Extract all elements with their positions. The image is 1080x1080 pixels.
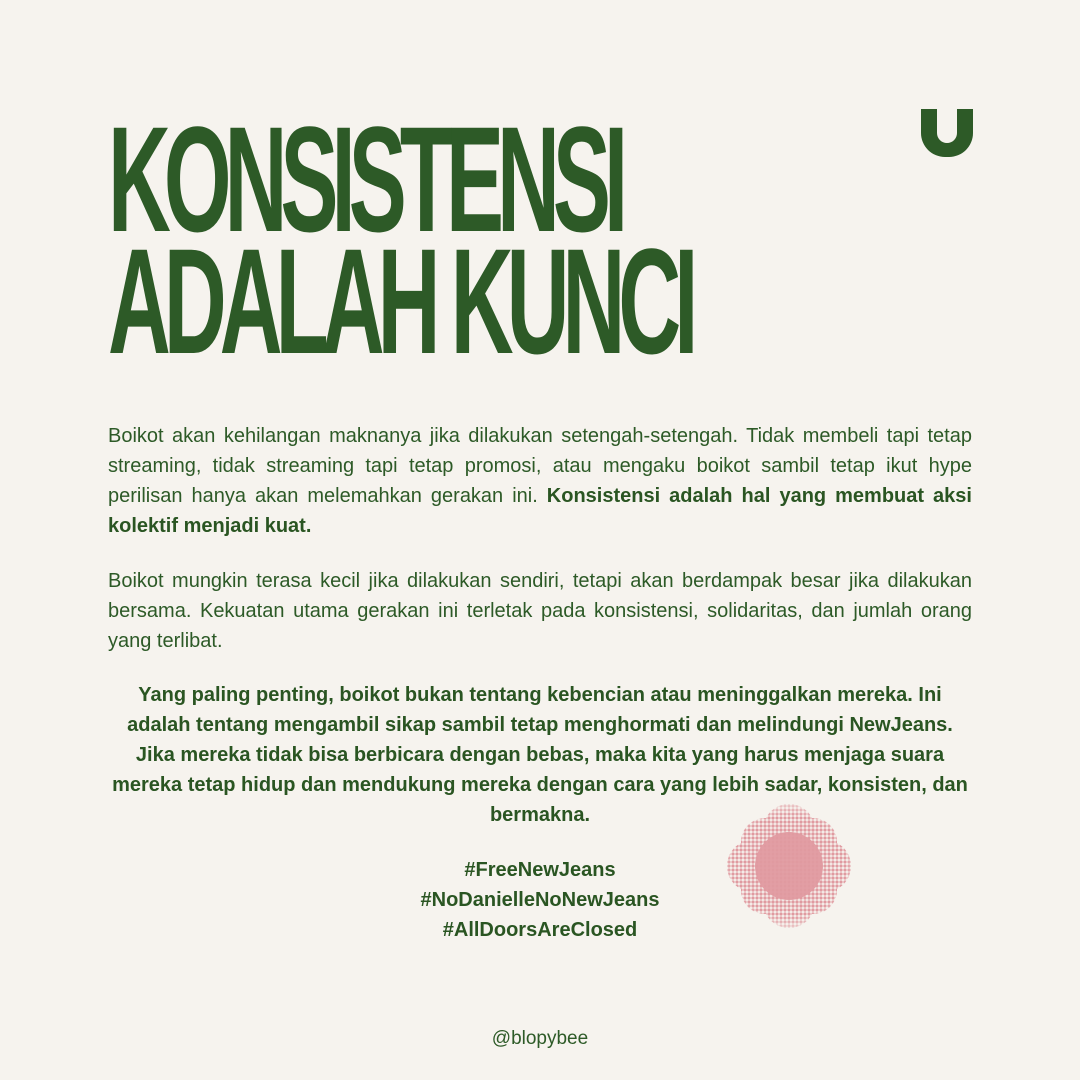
page-title [108,95,692,385]
halftone-flower-icon [715,800,863,932]
paragraph-collective: Boikot mungkin terasa kecil jika dilakukan sendiri, tetapi akan berdampak besar jika dilakukan bersama. Kekuatan utama gerakan ini terletak pada konsistensi, solidaritas, dan jumlah orang yang terlibat. [108,570,972,652]
paragraph-consistency [108,421,972,541]
hashtag-item: #AllDoorsAreClosed [442,919,638,941]
paragraph-1-text: Boikot akan kehilangan maknanya jika dilakukan setengah-setengah. Tidak membeli tapi tetap streaming, tidak streaming tapi tetap promosi, atau mengaku boikot sambil tetap ikut hype perilisan hanya akan melemahkan gerakan ini. [108,425,972,507]
paragraph-1-emphasis: Konsistensi adalah hal yang membuat aksi kolektif menjadi kuat. [108,485,972,537]
hashtag-list [340,855,740,945]
hashtag-item: #NoDanielleNoNewJeans [420,889,660,911]
title-line-1: KONSISTENSI [108,95,622,263]
title-line-2: ADALAH KUNCI [108,217,692,385]
author-handle: @blopybee [491,1028,589,1049]
paragraph-important: Yang paling penting, boikot bukan tentang kebencian atau meninggalkan mereka. Ini adalah tentang mengambil sikap sambil tetap menghormati dan melindungi NewJeans. Jika mereka tidak bisa berbicara dengan bebas, maka kita yang harus menjaga suara mereka tetap hidup dan mendukung mereka dengan cara yang lebih sadar, konsisten, dan bermakna. [112,684,968,826]
u-shape-logo-icon [921,109,973,157]
hashtag-item: #FreeNewJeans [464,859,616,881]
